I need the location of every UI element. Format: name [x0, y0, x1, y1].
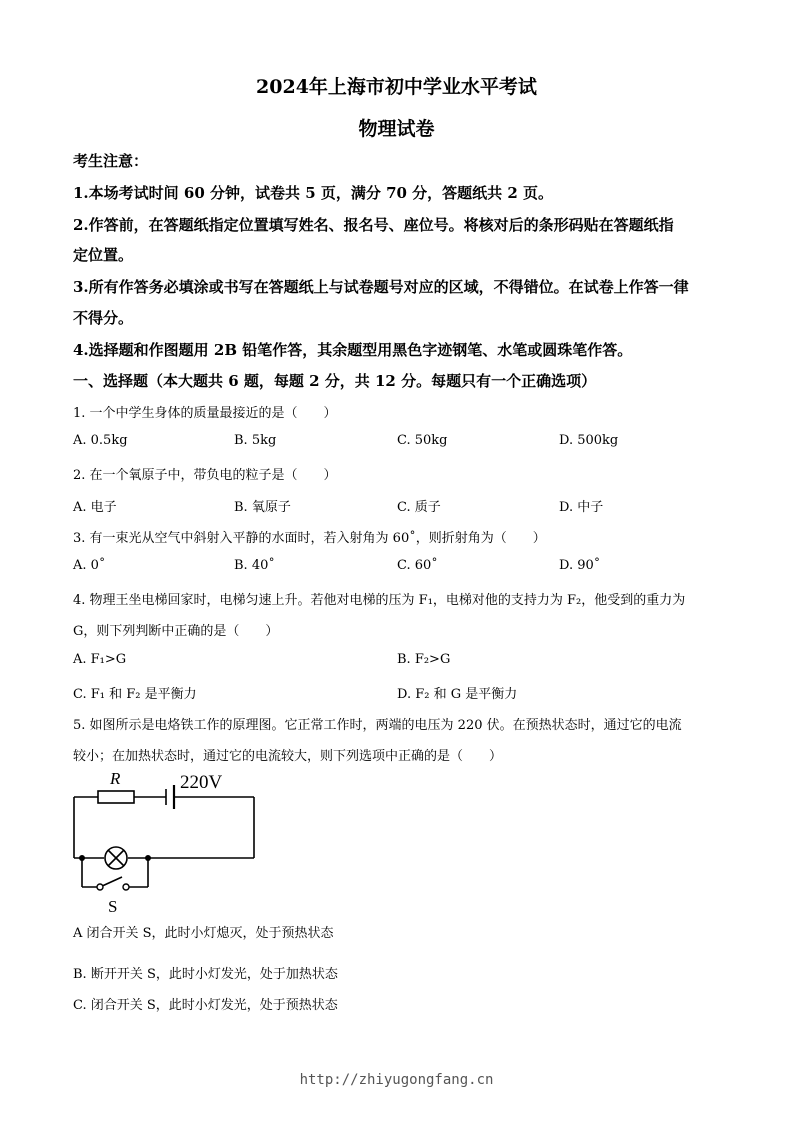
question-stem: 2. 在一个氧原子中，带负电的粒子是（ ）: [73, 468, 337, 483]
option-c: C. F₁ 和 F₂ 是平衡力: [73, 687, 197, 702]
question-stem: 4. 物理王坐电梯回家时，电梯匀速上升。若他对电梯的压为 F₁，电梯对他的支持力为 F₂，他受到的重力为: [73, 593, 686, 608]
notice-item: 定位置。: [73, 246, 134, 264]
footer-url[interactable]: http://zhiyugongfang.cn: [299, 1072, 494, 1088]
option-d: D. 500kg: [559, 433, 619, 448]
option-a: A. 电子: [73, 500, 117, 515]
question-stem: 5. 如图所示是电烙铁工作的原理图。它正常工作时，两端的电压为 220 伏。在预热状态时，通过它的电流: [73, 718, 682, 733]
option-a: A. 0.5kg: [73, 433, 128, 448]
notice-item: 不得分。: [73, 309, 134, 327]
option-d: D. 90˚: [559, 558, 601, 573]
resistor-label: R: [110, 769, 121, 788]
resistor-icon: [98, 791, 134, 803]
question-stem: 3. 有一束光从空气中斜射入平静的水面时，若入射角为 60˚，则折射角为（ ）: [73, 531, 546, 546]
option-c: C. 闭合开关 S，此时小灯发光，处于预热状态: [73, 998, 338, 1013]
notice-item: 4.选择题和作图题用 2B 铅笔作答，其余题型用黑色字迹钢笔、水笔或圆珠笔作答。: [73, 341, 633, 359]
option-c: C. 50kg: [397, 433, 448, 448]
switch-label: S: [108, 897, 118, 916]
notice-item: 3.所有作答务必填涂或书写在答题纸上与试卷题号对应的区域，不得错位。在试卷上作答一律: [73, 278, 689, 296]
circuit-diagram: [60, 765, 270, 917]
exam-subtitle: 物理试卷: [358, 118, 435, 140]
option-c: C. 质子: [397, 500, 441, 515]
option-b: B. F₂>G: [397, 652, 451, 667]
notice-item: 1.本场考试时间 60 分钟，试卷共 5 页，满分 70 分，答题纸共 2 页。: [73, 184, 554, 202]
question-stem-cont: 较小；在加热状态时，通过它的电流较大，则下列选项中正确的是（ ）: [73, 749, 503, 764]
option-b: B. 断开开关 S，此时小灯发光，处于加热状态: [73, 967, 338, 982]
question-stem: 1. 一个中学生身体的质量最接近的是（ ）: [73, 406, 337, 421]
option-a: A 闭合开关 S，此时小灯熄灭，处于预热状态: [73, 926, 334, 941]
notice-item: 2.作答前，在答题纸指定位置填写姓名、报名号、座位号。将核对后的条形码贴在答题纸指: [73, 216, 674, 234]
option-a: A. 0˚: [73, 558, 106, 573]
option-b: B. 5kg: [234, 433, 277, 448]
option-d: D. F₂ 和 G 是平衡力: [397, 687, 518, 702]
question-stem-cont: G，则下列判断中正确的是（ ）: [73, 624, 279, 639]
option-d: D. 中子: [559, 500, 604, 515]
option-b: B. 40˚: [234, 558, 275, 573]
option-a: A. F₁>G: [73, 652, 127, 667]
exam-title: 2024年上海市初中学业水平考试: [256, 76, 537, 98]
option-b: B. 氧原子: [234, 500, 291, 515]
notice-heading: 考生注意：: [73, 152, 149, 170]
option-c: C. 60˚: [397, 558, 438, 573]
section-heading: 一、选择题（本大题共 6 题，每题 2 分，共 12 分。每题只有一个正确选项）: [73, 372, 597, 390]
voltage-label: 220V: [180, 772, 223, 793]
